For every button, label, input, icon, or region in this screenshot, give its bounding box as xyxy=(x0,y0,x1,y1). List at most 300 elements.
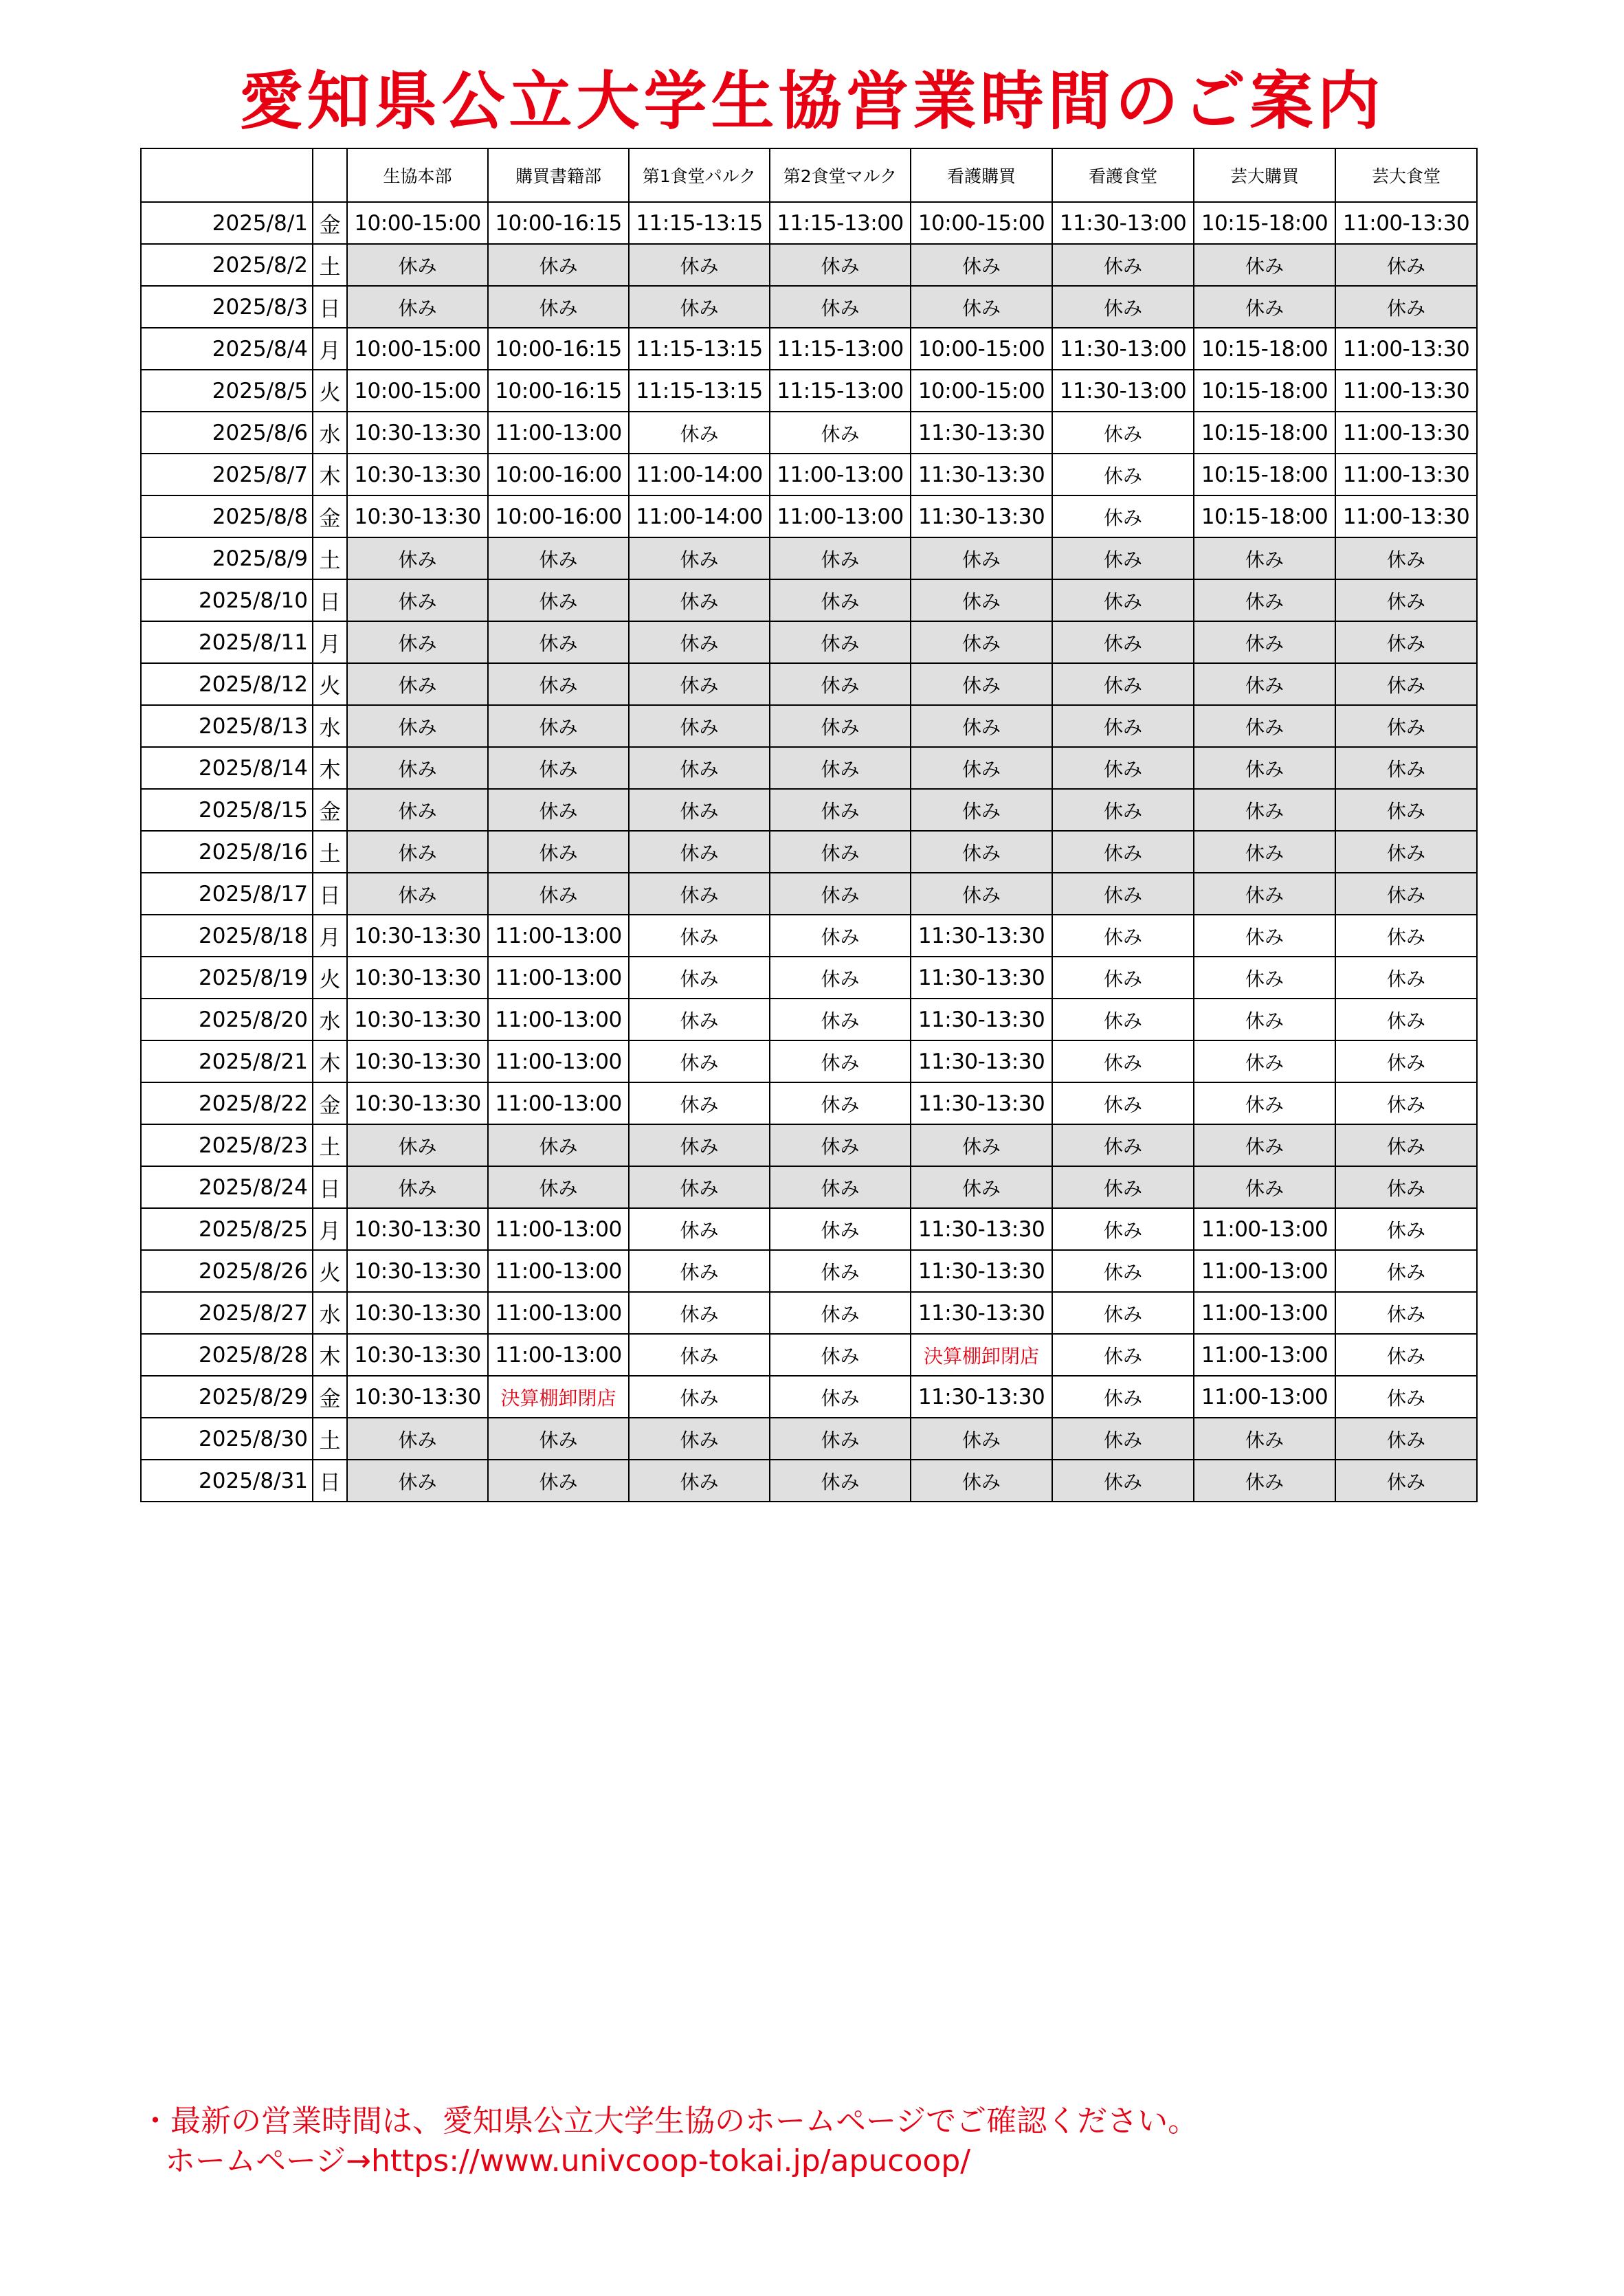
closed-cell: 休み xyxy=(1335,1208,1477,1250)
closed-cell: 休み xyxy=(488,286,629,328)
date-cell: 2025/8/31 xyxy=(141,1460,313,1502)
closed-cell: 休み xyxy=(629,915,770,957)
closed-cell: 休み xyxy=(1335,1334,1477,1376)
closed-cell: 休み xyxy=(347,579,488,621)
hours-cell: 11:00-13:30 xyxy=(1335,454,1477,495)
closed-cell: 休み xyxy=(629,1082,770,1124)
closed-cell: 休み xyxy=(911,537,1052,579)
closed-cell: 休み xyxy=(911,663,1052,705)
closed-cell: 休み xyxy=(911,286,1052,328)
weekday-cell: 木 xyxy=(313,454,347,495)
closed-cell: 休み xyxy=(1335,1250,1477,1292)
hours-cell: 11:00-13:00 xyxy=(488,957,629,999)
closed-cell: 休み xyxy=(1052,1208,1194,1250)
closed-cell: 休み xyxy=(1194,831,1335,873)
weekday-cell: 金 xyxy=(313,789,347,831)
date-cell: 2025/8/4 xyxy=(141,328,313,370)
closed-cell: 休み xyxy=(488,1460,629,1502)
closed-cell: 休み xyxy=(770,621,911,663)
weekday-cell: 水 xyxy=(313,705,347,747)
closed-cell: 休み xyxy=(911,705,1052,747)
hours-cell: 11:00-13:00 xyxy=(488,1208,629,1250)
hours-cell: 11:00-13:00 xyxy=(488,1250,629,1292)
closed-cell: 休み xyxy=(629,999,770,1040)
closed-cell: 休み xyxy=(911,1418,1052,1460)
hours-cell: 11:15-13:00 xyxy=(770,370,911,412)
date-cell: 2025/8/6 xyxy=(141,412,313,454)
closed-cell: 休み xyxy=(1052,1418,1194,1460)
date-cell: 2025/8/14 xyxy=(141,747,313,789)
table-row xyxy=(141,1166,1477,1208)
hours-cell: 11:30-13:30 xyxy=(911,915,1052,957)
closed-cell: 休み xyxy=(347,789,488,831)
closed-cell: 休み xyxy=(629,705,770,747)
closed-cell: 休み xyxy=(770,579,911,621)
table-row xyxy=(141,873,1477,915)
closed-cell: 休み xyxy=(770,1334,911,1376)
weekday-cell: 木 xyxy=(313,747,347,789)
closed-cell: 休み xyxy=(1194,999,1335,1040)
date-cell: 2025/8/18 xyxy=(141,915,313,957)
closed-cell: 休み xyxy=(1194,1418,1335,1460)
weekday-cell: 日 xyxy=(313,286,347,328)
table-row xyxy=(141,202,1477,244)
hours-cell: 11:00-13:00 xyxy=(488,1040,629,1082)
closed-cell: 休み xyxy=(1052,495,1194,537)
closed-cell: 休み xyxy=(1194,789,1335,831)
closed-cell: 休み xyxy=(629,789,770,831)
closed-cell: 休み xyxy=(1335,244,1477,286)
table-row xyxy=(141,957,1477,999)
weekday-cell: 水 xyxy=(313,1292,347,1334)
closed-cell: 休み xyxy=(770,286,911,328)
closed-cell: 休み xyxy=(1335,1460,1477,1502)
closed-cell: 休み xyxy=(770,873,911,915)
table-row xyxy=(141,1418,1477,1460)
date-cell: 2025/8/12 xyxy=(141,663,313,705)
hours-cell: 11:00-13:30 xyxy=(1335,412,1477,454)
hours-cell: 10:30-13:30 xyxy=(347,412,488,454)
date-cell: 2025/8/25 xyxy=(141,1208,313,1250)
closed-cell: 休み xyxy=(1335,1292,1477,1334)
closed-cell: 休み xyxy=(1194,915,1335,957)
table-row xyxy=(141,789,1477,831)
hours-cell: 10:30-13:30 xyxy=(347,495,488,537)
column-header: 購買書籍部 xyxy=(488,148,629,202)
hours-cell: 10:30-13:30 xyxy=(347,999,488,1040)
weekday-cell: 火 xyxy=(313,1250,347,1292)
closed-cell: 休み xyxy=(770,957,911,999)
hours-cell: 10:00-16:00 xyxy=(488,495,629,537)
closed-cell: 休み xyxy=(911,1124,1052,1166)
weekday-cell: 土 xyxy=(313,1418,347,1460)
closed-cell: 休み xyxy=(911,1460,1052,1502)
weekday-cell: 木 xyxy=(313,1040,347,1082)
date-cell: 2025/8/13 xyxy=(141,705,313,747)
table-row xyxy=(141,999,1477,1040)
closed-cell: 休み xyxy=(1335,663,1477,705)
closed-cell: 休み xyxy=(911,747,1052,789)
closed-cell: 休み xyxy=(1194,957,1335,999)
closed-cell: 休み xyxy=(1335,1082,1477,1124)
hours-cell: 11:30-13:30 xyxy=(911,1292,1052,1334)
hours-cell: 11:30-13:30 xyxy=(911,1250,1052,1292)
closed-cell: 休み xyxy=(1052,579,1194,621)
hours-cell: 10:15-18:00 xyxy=(1194,412,1335,454)
hours-cell: 10:00-15:00 xyxy=(911,328,1052,370)
table-row xyxy=(141,1208,1477,1250)
hours-cell: 11:00-13:00 xyxy=(488,1082,629,1124)
table-row xyxy=(141,747,1477,789)
date-cell: 2025/8/29 xyxy=(141,1376,313,1418)
table-row xyxy=(141,412,1477,454)
weekday-cell: 土 xyxy=(313,244,347,286)
weekday-cell: 火 xyxy=(313,957,347,999)
date-cell: 2025/8/21 xyxy=(141,1040,313,1082)
table-row xyxy=(141,495,1477,537)
closed-cell: 休み xyxy=(1335,873,1477,915)
date-cell: 2025/8/9 xyxy=(141,537,313,579)
hours-cell: 11:15-13:00 xyxy=(770,202,911,244)
date-cell: 2025/8/2 xyxy=(141,244,313,286)
closed-cell: 休み xyxy=(770,1418,911,1460)
date-cell: 2025/8/24 xyxy=(141,1166,313,1208)
table-row xyxy=(141,1040,1477,1082)
hours-cell: 11:30-13:00 xyxy=(1052,370,1194,412)
hours-cell: 10:15-18:00 xyxy=(1194,202,1335,244)
closed-cell: 休み xyxy=(629,1250,770,1292)
inventory-closure-cell: 決算棚卸閉店 xyxy=(911,1334,1052,1376)
closed-cell: 休み xyxy=(347,621,488,663)
table-row xyxy=(141,1292,1477,1334)
closed-cell: 休み xyxy=(1052,286,1194,328)
hours-cell: 11:00-13:00 xyxy=(488,412,629,454)
hours-cell: 10:15-18:00 xyxy=(1194,495,1335,537)
closed-cell: 休み xyxy=(629,621,770,663)
closed-cell: 休み xyxy=(347,1166,488,1208)
hours-cell: 11:30-13:30 xyxy=(911,1082,1052,1124)
closed-cell: 休み xyxy=(347,244,488,286)
date-cell: 2025/8/11 xyxy=(141,621,313,663)
date-cell: 2025/8/19 xyxy=(141,957,313,999)
hours-cell: 11:00-14:00 xyxy=(629,454,770,495)
hours-cell: 11:15-13:15 xyxy=(629,202,770,244)
hours-cell: 10:30-13:30 xyxy=(347,1292,488,1334)
hours-cell: 11:30-13:00 xyxy=(1052,202,1194,244)
hours-cell: 10:15-18:00 xyxy=(1194,328,1335,370)
hours-cell: 10:00-15:00 xyxy=(347,328,488,370)
weekday-cell: 火 xyxy=(313,663,347,705)
closed-cell: 休み xyxy=(629,1292,770,1334)
closed-cell: 休み xyxy=(347,747,488,789)
date-cell: 2025/8/3 xyxy=(141,286,313,328)
closed-cell: 休み xyxy=(1052,1040,1194,1082)
column-header: 看護購買 xyxy=(911,148,1052,202)
closed-cell: 休み xyxy=(629,286,770,328)
closed-cell: 休み xyxy=(770,244,911,286)
table-row xyxy=(141,579,1477,621)
closed-cell: 休み xyxy=(1335,621,1477,663)
closed-cell: 休み xyxy=(629,537,770,579)
table-row xyxy=(141,454,1477,495)
closed-cell: 休み xyxy=(770,1124,911,1166)
closed-cell: 休み xyxy=(1194,663,1335,705)
table-row xyxy=(141,244,1477,286)
closed-cell: 休み xyxy=(488,831,629,873)
closed-cell: 休み xyxy=(629,831,770,873)
hours-cell: 11:00-13:30 xyxy=(1335,202,1477,244)
table-row xyxy=(141,705,1477,747)
closed-cell: 休み xyxy=(911,579,1052,621)
table-row xyxy=(141,328,1477,370)
closed-cell: 休み xyxy=(1335,537,1477,579)
closed-cell: 休み xyxy=(629,1040,770,1082)
closed-cell: 休み xyxy=(629,1460,770,1502)
weekday-cell: 日 xyxy=(313,873,347,915)
closed-cell: 休み xyxy=(347,705,488,747)
weekday-cell: 金 xyxy=(313,202,347,244)
note-line-1: ・最新の営業時間は、愛知県公立大学生協のホームページでご確認ください。 xyxy=(140,2104,1199,2139)
table-row xyxy=(141,1250,1477,1292)
closed-cell: 休み xyxy=(1052,1082,1194,1124)
closed-cell: 休み xyxy=(1335,999,1477,1040)
closed-cell: 休み xyxy=(770,1082,911,1124)
table-row xyxy=(141,1082,1477,1124)
header-date xyxy=(141,148,313,202)
closed-cell: 休み xyxy=(770,999,911,1040)
hours-cell: 10:00-15:00 xyxy=(911,202,1052,244)
hours-cell: 11:15-13:15 xyxy=(629,370,770,412)
table-row xyxy=(141,1124,1477,1166)
column-header: 第2食堂マルク xyxy=(770,148,911,202)
date-cell: 2025/8/10 xyxy=(141,579,313,621)
date-cell: 2025/8/1 xyxy=(141,202,313,244)
closed-cell: 休み xyxy=(1335,789,1477,831)
closed-cell: 休み xyxy=(1194,1082,1335,1124)
inventory-closure-cell: 決算棚卸閉店 xyxy=(488,1376,629,1418)
date-cell: 2025/8/7 xyxy=(141,454,313,495)
hours-cell: 11:00-13:00 xyxy=(488,915,629,957)
hours-cell: 11:00-13:00 xyxy=(1194,1208,1335,1250)
closed-cell: 休み xyxy=(1194,244,1335,286)
closed-cell: 休み xyxy=(1194,579,1335,621)
closed-cell: 休み xyxy=(347,663,488,705)
closed-cell: 休み xyxy=(347,831,488,873)
closed-cell: 休み xyxy=(1052,537,1194,579)
closed-cell: 休み xyxy=(1052,1292,1194,1334)
closed-cell: 休み xyxy=(770,1040,911,1082)
table-row xyxy=(141,915,1477,957)
hours-cell: 11:15-13:15 xyxy=(629,328,770,370)
closed-cell: 休み xyxy=(1052,663,1194,705)
closed-cell: 休み xyxy=(347,286,488,328)
hours-cell: 11:00-13:00 xyxy=(1194,1292,1335,1334)
weekday-cell: 月 xyxy=(313,915,347,957)
hours-cell: 11:30-13:00 xyxy=(1052,328,1194,370)
closed-cell: 休み xyxy=(911,621,1052,663)
closed-cell: 休み xyxy=(770,1460,911,1502)
page-title: 愛知県公立大学生協営業時間のご案内 xyxy=(239,65,1385,138)
closed-cell: 休み xyxy=(1335,1040,1477,1082)
date-cell: 2025/8/16 xyxy=(141,831,313,873)
closed-cell: 休み xyxy=(1335,1376,1477,1418)
weekday-cell: 日 xyxy=(313,1166,347,1208)
closed-cell: 休み xyxy=(488,1166,629,1208)
hours-cell: 11:00-13:00 xyxy=(488,1334,629,1376)
closed-cell: 休み xyxy=(488,621,629,663)
header-row xyxy=(141,148,1477,202)
table-row xyxy=(141,1376,1477,1418)
closed-cell: 休み xyxy=(1335,1166,1477,1208)
weekday-cell: 土 xyxy=(313,831,347,873)
closed-cell: 休み xyxy=(1052,1460,1194,1502)
closed-cell: 休み xyxy=(911,789,1052,831)
closed-cell: 休み xyxy=(1335,915,1477,957)
date-cell: 2025/8/17 xyxy=(141,873,313,915)
weekday-cell: 月 xyxy=(313,621,347,663)
closed-cell: 休み xyxy=(770,915,911,957)
closed-cell: 休み xyxy=(347,1124,488,1166)
closed-cell: 休み xyxy=(488,789,629,831)
hours-cell: 10:30-13:30 xyxy=(347,1208,488,1250)
closed-cell: 休み xyxy=(488,705,629,747)
table-row xyxy=(141,286,1477,328)
hours-cell: 11:30-13:30 xyxy=(911,495,1052,537)
hours-cell: 11:00-14:00 xyxy=(629,495,770,537)
date-cell: 2025/8/5 xyxy=(141,370,313,412)
column-header: 第1食堂パルク xyxy=(629,148,770,202)
weekday-cell: 土 xyxy=(313,1124,347,1166)
date-cell: 2025/8/23 xyxy=(141,1124,313,1166)
hours-cell: 10:30-13:30 xyxy=(347,1250,488,1292)
closed-cell: 休み xyxy=(488,873,629,915)
hours-cell: 11:00-13:00 xyxy=(770,454,911,495)
closed-cell: 休み xyxy=(1335,831,1477,873)
closed-cell: 休み xyxy=(770,747,911,789)
hours-cell: 10:00-15:00 xyxy=(347,202,488,244)
weekday-cell: 日 xyxy=(313,1460,347,1502)
weekday-cell: 水 xyxy=(313,412,347,454)
closed-cell: 休み xyxy=(1335,579,1477,621)
header-dow xyxy=(313,148,347,202)
table-row xyxy=(141,663,1477,705)
hours-cell: 10:30-13:30 xyxy=(347,1040,488,1082)
closed-cell: 休み xyxy=(629,579,770,621)
closed-cell: 休み xyxy=(629,873,770,915)
hours-cell: 11:30-13:30 xyxy=(911,1040,1052,1082)
closed-cell: 休み xyxy=(1335,705,1477,747)
weekday-cell: 金 xyxy=(313,495,347,537)
hours-cell: 11:30-13:30 xyxy=(911,999,1052,1040)
closed-cell: 休み xyxy=(911,873,1052,915)
closed-cell: 休み xyxy=(1052,831,1194,873)
closed-cell: 休み xyxy=(770,1250,911,1292)
hours-cell: 10:00-16:15 xyxy=(488,370,629,412)
closed-cell: 休み xyxy=(770,1166,911,1208)
closed-cell: 休み xyxy=(488,1418,629,1460)
closed-cell: 休み xyxy=(911,831,1052,873)
closed-cell: 休み xyxy=(770,663,911,705)
hours-cell: 10:00-16:15 xyxy=(488,328,629,370)
hours-cell: 11:00-13:00 xyxy=(1194,1376,1335,1418)
closed-cell: 休み xyxy=(629,244,770,286)
schedule-table xyxy=(140,148,1478,1502)
column-header: 芸大購買 xyxy=(1194,148,1335,202)
closed-cell: 休み xyxy=(1194,1166,1335,1208)
hours-cell: 11:00-13:00 xyxy=(488,999,629,1040)
table-row xyxy=(141,831,1477,873)
hours-cell: 11:00-13:30 xyxy=(1335,328,1477,370)
closed-cell: 休み xyxy=(1052,1250,1194,1292)
closed-cell: 休み xyxy=(1194,747,1335,789)
hours-cell: 11:00-13:00 xyxy=(1194,1334,1335,1376)
closed-cell: 休み xyxy=(1052,244,1194,286)
weekday-cell: 水 xyxy=(313,999,347,1040)
hours-cell: 10:15-18:00 xyxy=(1194,370,1335,412)
closed-cell: 休み xyxy=(1052,412,1194,454)
hours-cell: 11:30-13:30 xyxy=(911,957,1052,999)
closed-cell: 休み xyxy=(911,244,1052,286)
closed-cell: 休み xyxy=(347,1418,488,1460)
column-header: 看護食堂 xyxy=(1052,148,1194,202)
closed-cell: 休み xyxy=(1052,873,1194,915)
hours-cell: 11:00-13:30 xyxy=(1335,370,1477,412)
hours-cell: 10:00-15:00 xyxy=(911,370,1052,412)
closed-cell: 休み xyxy=(488,244,629,286)
closed-cell: 休み xyxy=(1335,286,1477,328)
weekday-cell: 土 xyxy=(313,537,347,579)
column-header: 芸大食堂 xyxy=(1335,148,1477,202)
closed-cell: 休み xyxy=(1052,789,1194,831)
closed-cell: 休み xyxy=(347,873,488,915)
closed-cell: 休み xyxy=(1052,705,1194,747)
hours-cell: 10:30-13:30 xyxy=(347,1082,488,1124)
table-row xyxy=(141,370,1477,412)
closed-cell: 休み xyxy=(629,412,770,454)
closed-cell: 休み xyxy=(1052,454,1194,495)
closed-cell: 休み xyxy=(347,1460,488,1502)
closed-cell: 休み xyxy=(629,1208,770,1250)
date-cell: 2025/8/22 xyxy=(141,1082,313,1124)
closed-cell: 休み xyxy=(488,663,629,705)
closed-cell: 休み xyxy=(488,747,629,789)
hours-cell: 11:30-13:30 xyxy=(911,454,1052,495)
hours-cell: 10:30-13:30 xyxy=(347,454,488,495)
footer-note xyxy=(140,2102,1198,2181)
date-cell: 2025/8/26 xyxy=(141,1250,313,1292)
closed-cell: 休み xyxy=(911,1166,1052,1208)
weekday-cell: 金 xyxy=(313,1376,347,1418)
hours-cell: 10:30-13:30 xyxy=(347,1334,488,1376)
date-cell: 2025/8/8 xyxy=(141,495,313,537)
closed-cell: 休み xyxy=(770,1208,911,1250)
hours-cell: 10:00-16:00 xyxy=(488,454,629,495)
closed-cell: 休み xyxy=(1052,1166,1194,1208)
date-cell: 2025/8/28 xyxy=(141,1334,313,1376)
date-cell: 2025/8/30 xyxy=(141,1418,313,1460)
table-row xyxy=(141,1460,1477,1502)
hours-cell: 10:30-13:30 xyxy=(347,1376,488,1418)
column-header: 生協本部 xyxy=(347,148,488,202)
hours-cell: 10:15-18:00 xyxy=(1194,454,1335,495)
hours-cell: 10:00-16:15 xyxy=(488,202,629,244)
closed-cell: 休み xyxy=(770,831,911,873)
date-cell: 2025/8/20 xyxy=(141,999,313,1040)
closed-cell: 休み xyxy=(488,1124,629,1166)
closed-cell: 休み xyxy=(770,412,911,454)
closed-cell: 休み xyxy=(1335,747,1477,789)
closed-cell: 休み xyxy=(1194,1124,1335,1166)
